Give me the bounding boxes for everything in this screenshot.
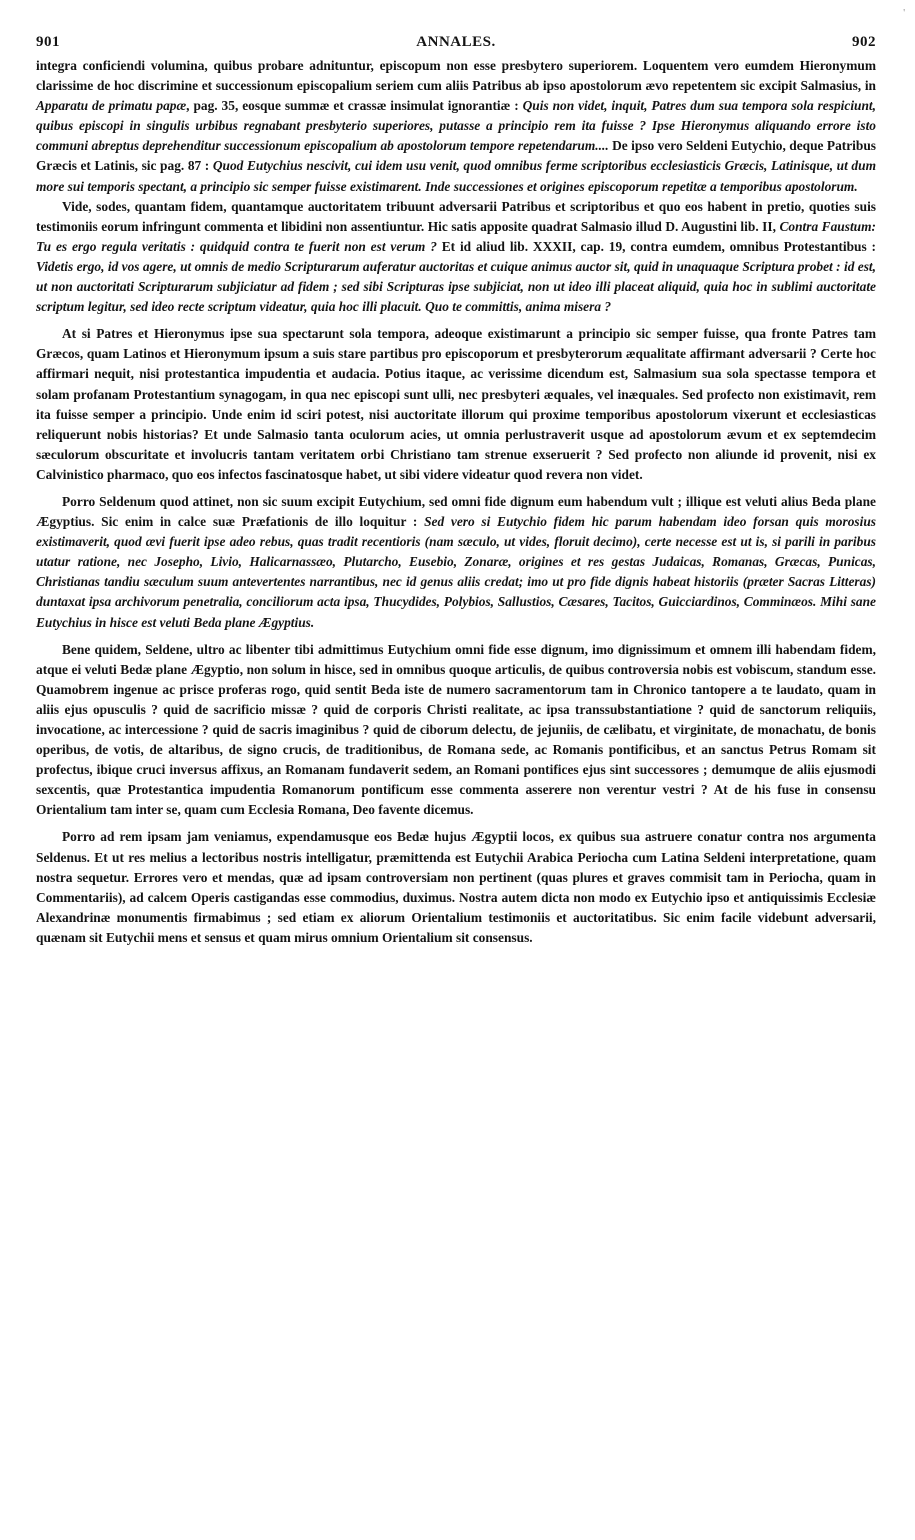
- page-number-left: 901: [36, 34, 60, 50]
- italic-text-run: Videtis ergo, id vos agere, ut omnis de medio Scripturarum auferatur auctoritas et cuique animus auctor sit, quid in unaquaque Scriptura probet : id est, ut non auctoritati Scripturarum subjiciatur ad fidem ; sed sibi Scripturas ipse subjiciat, non ut ideo illi placeat aliquid, quia hoc in sublimi auctoritate scriptum legitur, sed ideo recte scriptum videatur, quia hoc illi placuit. Quo te committis, anima misera ?: [36, 258, 876, 315]
- italic-text-run: Quod Eutychius nescivit, cui idem usu venit, quod omnibus ferme scriptoribus ecclesiasticis Græcis, Latinisque, ut dum more sui temporis spectant, a principio sic semper fuisse existimarent. Inde successiones et origines episcoporum repetitæ a temporibus apostolorum.: [36, 158, 876, 194]
- italic-text-run: Apparatu de primatu papæ: [36, 98, 187, 114]
- paragraph: [36, 640, 876, 821]
- text-run: , pag. 35, eosque summæ et crassæ insimulat ignorantiæ :: [186, 98, 523, 114]
- italic-text-run: Sed vero si Eutychio fidem hic parum habendam ideo forsan quis morosius existimaverit, quod ævi fuerit ipse adeo rebus, quas tradit recentioris (nam sæculo, ut vides, floruit decimo), certe necesse est ut is, si parili in paribus utatur ratione, nec Josepho, Livio, Halicarnassæo, Plutarcho, Eusebio, Zonaræ, origines et res gestas Judaicas, Romanas, Græcas, Punicas, Christianas tandiu sæculum suum antevertentes narrantibus, nec id genus aliis credat; imo ut pro fide dignis habeat historiis (præter Sacras Litteras) duntaxat ipsa archivorum penetralia, conciliorum acta ipsa, Thucydides, Polybios, Sallustios, Cæsares, Tacitos, Guicciardinos, Comminæos. Mihi sane Eutychius in hisce est veluti Beda plane Ægyptius.: [36, 514, 876, 630]
- page-number-right: 902: [852, 34, 876, 50]
- running-head: [36, 30, 876, 56]
- paragraph: [36, 197, 876, 318]
- text-run: integra conficiendi volumina, quibus probare adnituntur, episcopum non esse presbytero superiorem. Loquentem vero eumdem Hieronymum clarissime de hoc discrimine et successionum episcopalium seriem cum aliis Patribus ab ipso apostolorum ævo repetentem sic excipit Salmasius, in: [36, 58, 876, 94]
- body-text: [36, 56, 876, 948]
- italic-text-run: Contra Faustum: Tu es ergo regula veritatis : quidquid contra te fuerit non est verum ?: [36, 218, 876, 254]
- italic-text-run: Quis non videt, inquit, Patres dum sua tempora sola respiciunt, quibus episcopi in singulis urbibus regnabant presbyterio superiores, putasse a principio rem ita fuisse ? Ipse Hieronymus aliquando errore isto communi abreptus deprehenditur successionum episcopalium ab apostolorum tempore repetendarum....: [36, 98, 877, 154]
- book-page: [36, 30, 876, 948]
- paragraph: [36, 827, 876, 948]
- running-title: ANNALES.: [416, 34, 496, 50]
- text-run: Et id aliud lib. XXXII, cap. 19, contra eumdem, omnibus Protestantibus :: [436, 238, 876, 254]
- text-run: De ipso vero Seldeni Eutychio, deque Patribus Græcis et Latinis, sic pag. 87 :: [36, 138, 876, 174]
- text-run: Porro Seldenum quod attinet, non sic suum excipit Eutychium, sed omni fide dignum eum habendum vult ; illique est veluti alius Beda plane Ægyptius. Sic enim in calce suæ Præfationis de illo loquitur :: [36, 493, 876, 530]
- text-run: Bene quidem, Seldene, ultro ac libenter tibi admittimus Eutychium omni fide esse dignum, imo dignissimum et omnem illi habendam fidem, atque ei veluti Bedæ plane Ægyptio, non solum in hisce, sed in omnibus quoque articulis, de quibus controversia nobis est vobiscum, standum esse. Quamobrem ingenue ac prisce proferas rogo, quid sentit Beda iste de numero sacramentorum tam in Chronico tantopere a te laudato, quam in aliis ejus opusculis ? quid de sacrificio missæ ? quid de corporis Christi realitate, ac ipsa transsubstantiatione ? quid de sanctorum reliquiis, invocatione, ac intercessione ? quid de sacris imaginibus ? quid de ciborum delectu, de jejuniis, de cælibatu, et virginitate, de monachatu, de bonis operibus, de votis, de altaribus, de signo crucis, de traditionibus, de Romana sede, ac Romanis pontificibus, et an sanctus Petrus Romam sit profectus, ibique cruci inversus affixus, an Romanam fundaverit sedem, an Romani pontifices ejus sint successores ; demumque de aliis ejusmodi sexcentis, quæ Protestantica impudentia Romanorum pontificum esse commenta asserere non verentur vestri ? At de his fuse in consensu Orientalium tam inter se, quam cum Ecclesia Romana, Deo favente dicemus.: [36, 641, 876, 818]
- corner-mark: ': [903, 8, 905, 19]
- text-run: At si Patres et Hieronymus ipse sua spectarunt sola tempora, adeoque existimarunt a principio sic semper fuisse, qua fronte Patres tam Græcos, quam Latinos et Hieronymum ipsum a suis stare partibus pro episcoporum et presbyterorum æqualitate affirmant adversarii ? Certe hoc affirmari nequit, nisi protestantica impudentia et audacia. Potius itaque, ac verissime dicendum est, Salmasium sua sola spectasse tempora et solam profanam Protestantium synagogam, in qua nec episcopi sunt ulli, nec presbyteri æquales, vel inæquales. Sed profecto non existimavit, rem ita fuisse semper a principio. Unde enim id sciri potest, nisi auctoritate illorum qui proxime temporibus apostolorum vixerunt et ecclesiasticas reliquerunt nobis historias? Et unde Salmasio tanta oculorum acies, ut omnia perlustraverit usque ad apostolorum ævum et ex septemdecim sæculorum obscuritate et involucris tantam veritatem orbi Christiano tam strenue exseruerit ? Sed profecto non aliunde id provenit, nisi ex Calvinistico pharmaco, quo eos infectos fascinatosque habet, ut sibi videre videatur quod revera non videt.: [36, 326, 876, 482]
- paragraph: [36, 56, 876, 197]
- text-run: Porro ad rem ipsam jam veniamus, expendamusque eos Bedæ hujus Ægyptii locos, ex quibus sua astruere conatur contra nos argumenta Seldenus. Et ut res melius a lectoribus nostris intelligatur, præmittenda est Eutychii Arabica Periocha cum Latina Seldeni interpretatione, quam nostra sequetur. Errores vero et mendas, quæ ad ipsam controversiam non pertinent (quas plures et graves commisit tam in Periocha, quam in Commentariis), ad calcem Operis castigandas esse commodius, duximus. Nostra autem dicta non modo ex Eutychio ipso et antiquissimis Ecclesiæ Alexandrinæ monumentis firmabimus ; sed etiam ex aliorum Orientalium testimoniis et auctoritatibus. Sic enim facile videbunt adversarii, quænam sit Eutychii mens et sensus et quam mirus omnium Orientalium sit consensus.: [36, 829, 876, 945]
- paragraph: [36, 492, 876, 633]
- paragraph: [36, 324, 876, 485]
- text-run: Vide, sodes, quantam fidem, quantamque auctoritatem tribuunt adversarii Patribus et scriptoribus et quo eos habent in pretio, quoties suis testimoniis eorum infringunt commenta et libidini non assentiuntur. Hic satis apposite quadrat Salmasio illud D. Augustini lib. II,: [36, 198, 876, 234]
